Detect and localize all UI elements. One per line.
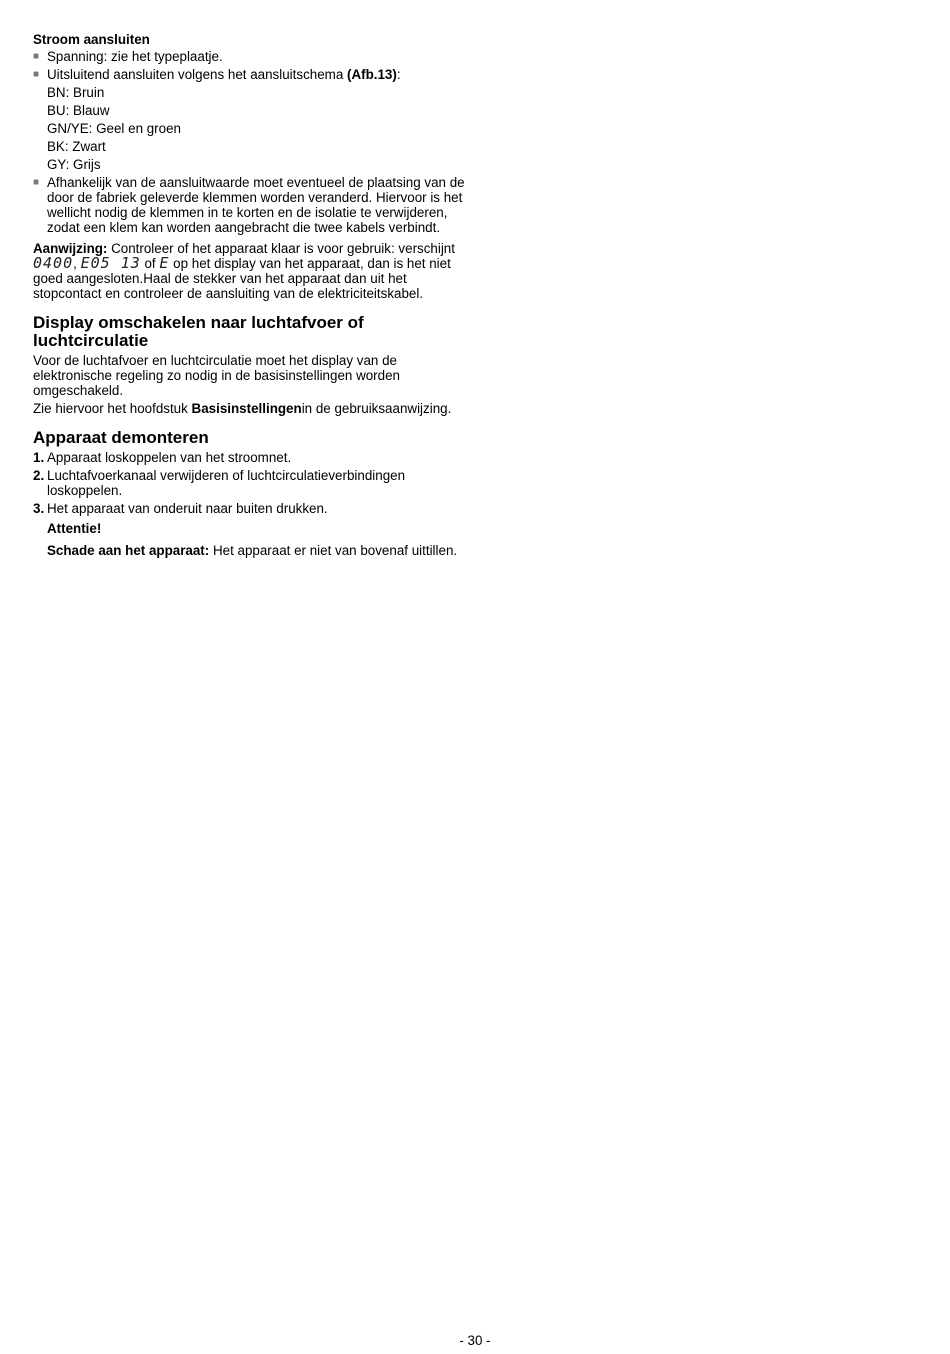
attention-heading: Attentie! (47, 521, 102, 536)
page-number: - 30 - (459, 1333, 491, 1348)
color-code-item: GY: Grijs (47, 157, 101, 172)
warning-paragraph (33, 543, 465, 558)
step-text: Luchtafvoerkanaal verwijderen of luchtcirculatieverbindingen loskoppelen. (47, 468, 406, 498)
note-text: Controleer of het apparaat klaar is voor gebruik: verschijnt (107, 241, 455, 256)
square-bullet-icon: ■ (33, 51, 40, 62)
color-code-item: GN/YE: Geel en groen (47, 121, 181, 136)
step-number: 3. (33, 501, 45, 516)
list-item (33, 49, 465, 64)
warning-text: Het apparaat er niet van bovenaf uittillen. (209, 543, 458, 558)
chapter-reference: Basisinstellingen (191, 401, 302, 416)
bullet-text-end: : (396, 67, 401, 82)
paragraph-text: Zie hiervoor het hoofdstuk (33, 401, 192, 416)
note-paragraph (33, 241, 465, 301)
bullet-text: Spanning: zie het typeplaatje. (47, 49, 223, 64)
bullet-text: Afhankelijk van de aansluitwaarde moet eventueel de plaatsing van de door de fabriek geleverde klemmen worden veranderd. Hiervoor is het wellicht nodig de klemmen in te korten en de isolatie te verwijderen, zodat een klem kan worden aangebracht die twee kabels verbindt. (47, 175, 465, 235)
bullet-text-part: Uitsluitend aansluiten volgens het aansluitschema (47, 67, 347, 82)
square-bullet-icon: ■ (33, 177, 40, 188)
color-code-item: BK: Zwart (47, 139, 106, 154)
paragraph: Voor de luchtafvoer en luchtcirculatie moet het display van de elektronische regeling zo nodig in de basisinstellingen worden omgeschakeld. (33, 353, 400, 398)
list-item (33, 67, 465, 82)
note-text: op het display van het apparaat, dan is het niet goed aangesloten.Haal de stekker van het apparaat dan uit het stopcontact en controleer de aansluiting van de elektriciteitskabel. (33, 256, 451, 301)
step-number: 2. (33, 468, 45, 483)
step-text: Het apparaat van onderuit naar buiten drukken. (47, 501, 328, 516)
bullet-text (47, 67, 465, 82)
note-label: Aanwijzing: (33, 241, 108, 256)
display-code: E05 13 (80, 254, 141, 272)
section-title-demonteren: Apparaat demonteren (33, 428, 209, 447)
color-code-item: BN: Bruin (47, 85, 105, 100)
step-item (33, 501, 465, 516)
step-text: Apparaat loskoppelen van het stroomnet. (47, 450, 292, 465)
text-column (33, 32, 465, 558)
code-separator: , (73, 256, 81, 271)
step-item (33, 468, 465, 498)
paragraph-text: in de gebruiksaanwijzing. (301, 401, 452, 416)
display-code: 0400 (33, 254, 74, 272)
figure-reference: (Afb.13) (346, 67, 397, 82)
warning-label: Schade aan het apparaat: (47, 543, 210, 558)
paragraph (33, 401, 465, 416)
step-number: 1. (33, 450, 45, 465)
section-title-display: Display omschakelen naar luchtafvoer of luchtcirculatie (33, 313, 364, 350)
display-code: E (159, 254, 170, 272)
square-bullet-icon: ■ (33, 69, 40, 80)
list-item (33, 175, 465, 235)
note-text: of (140, 256, 160, 271)
section-title-stroom-aansluiten: Stroom aansluiten (33, 32, 150, 47)
color-code-item: BU: Blauw (47, 103, 110, 118)
step-item (33, 450, 465, 465)
